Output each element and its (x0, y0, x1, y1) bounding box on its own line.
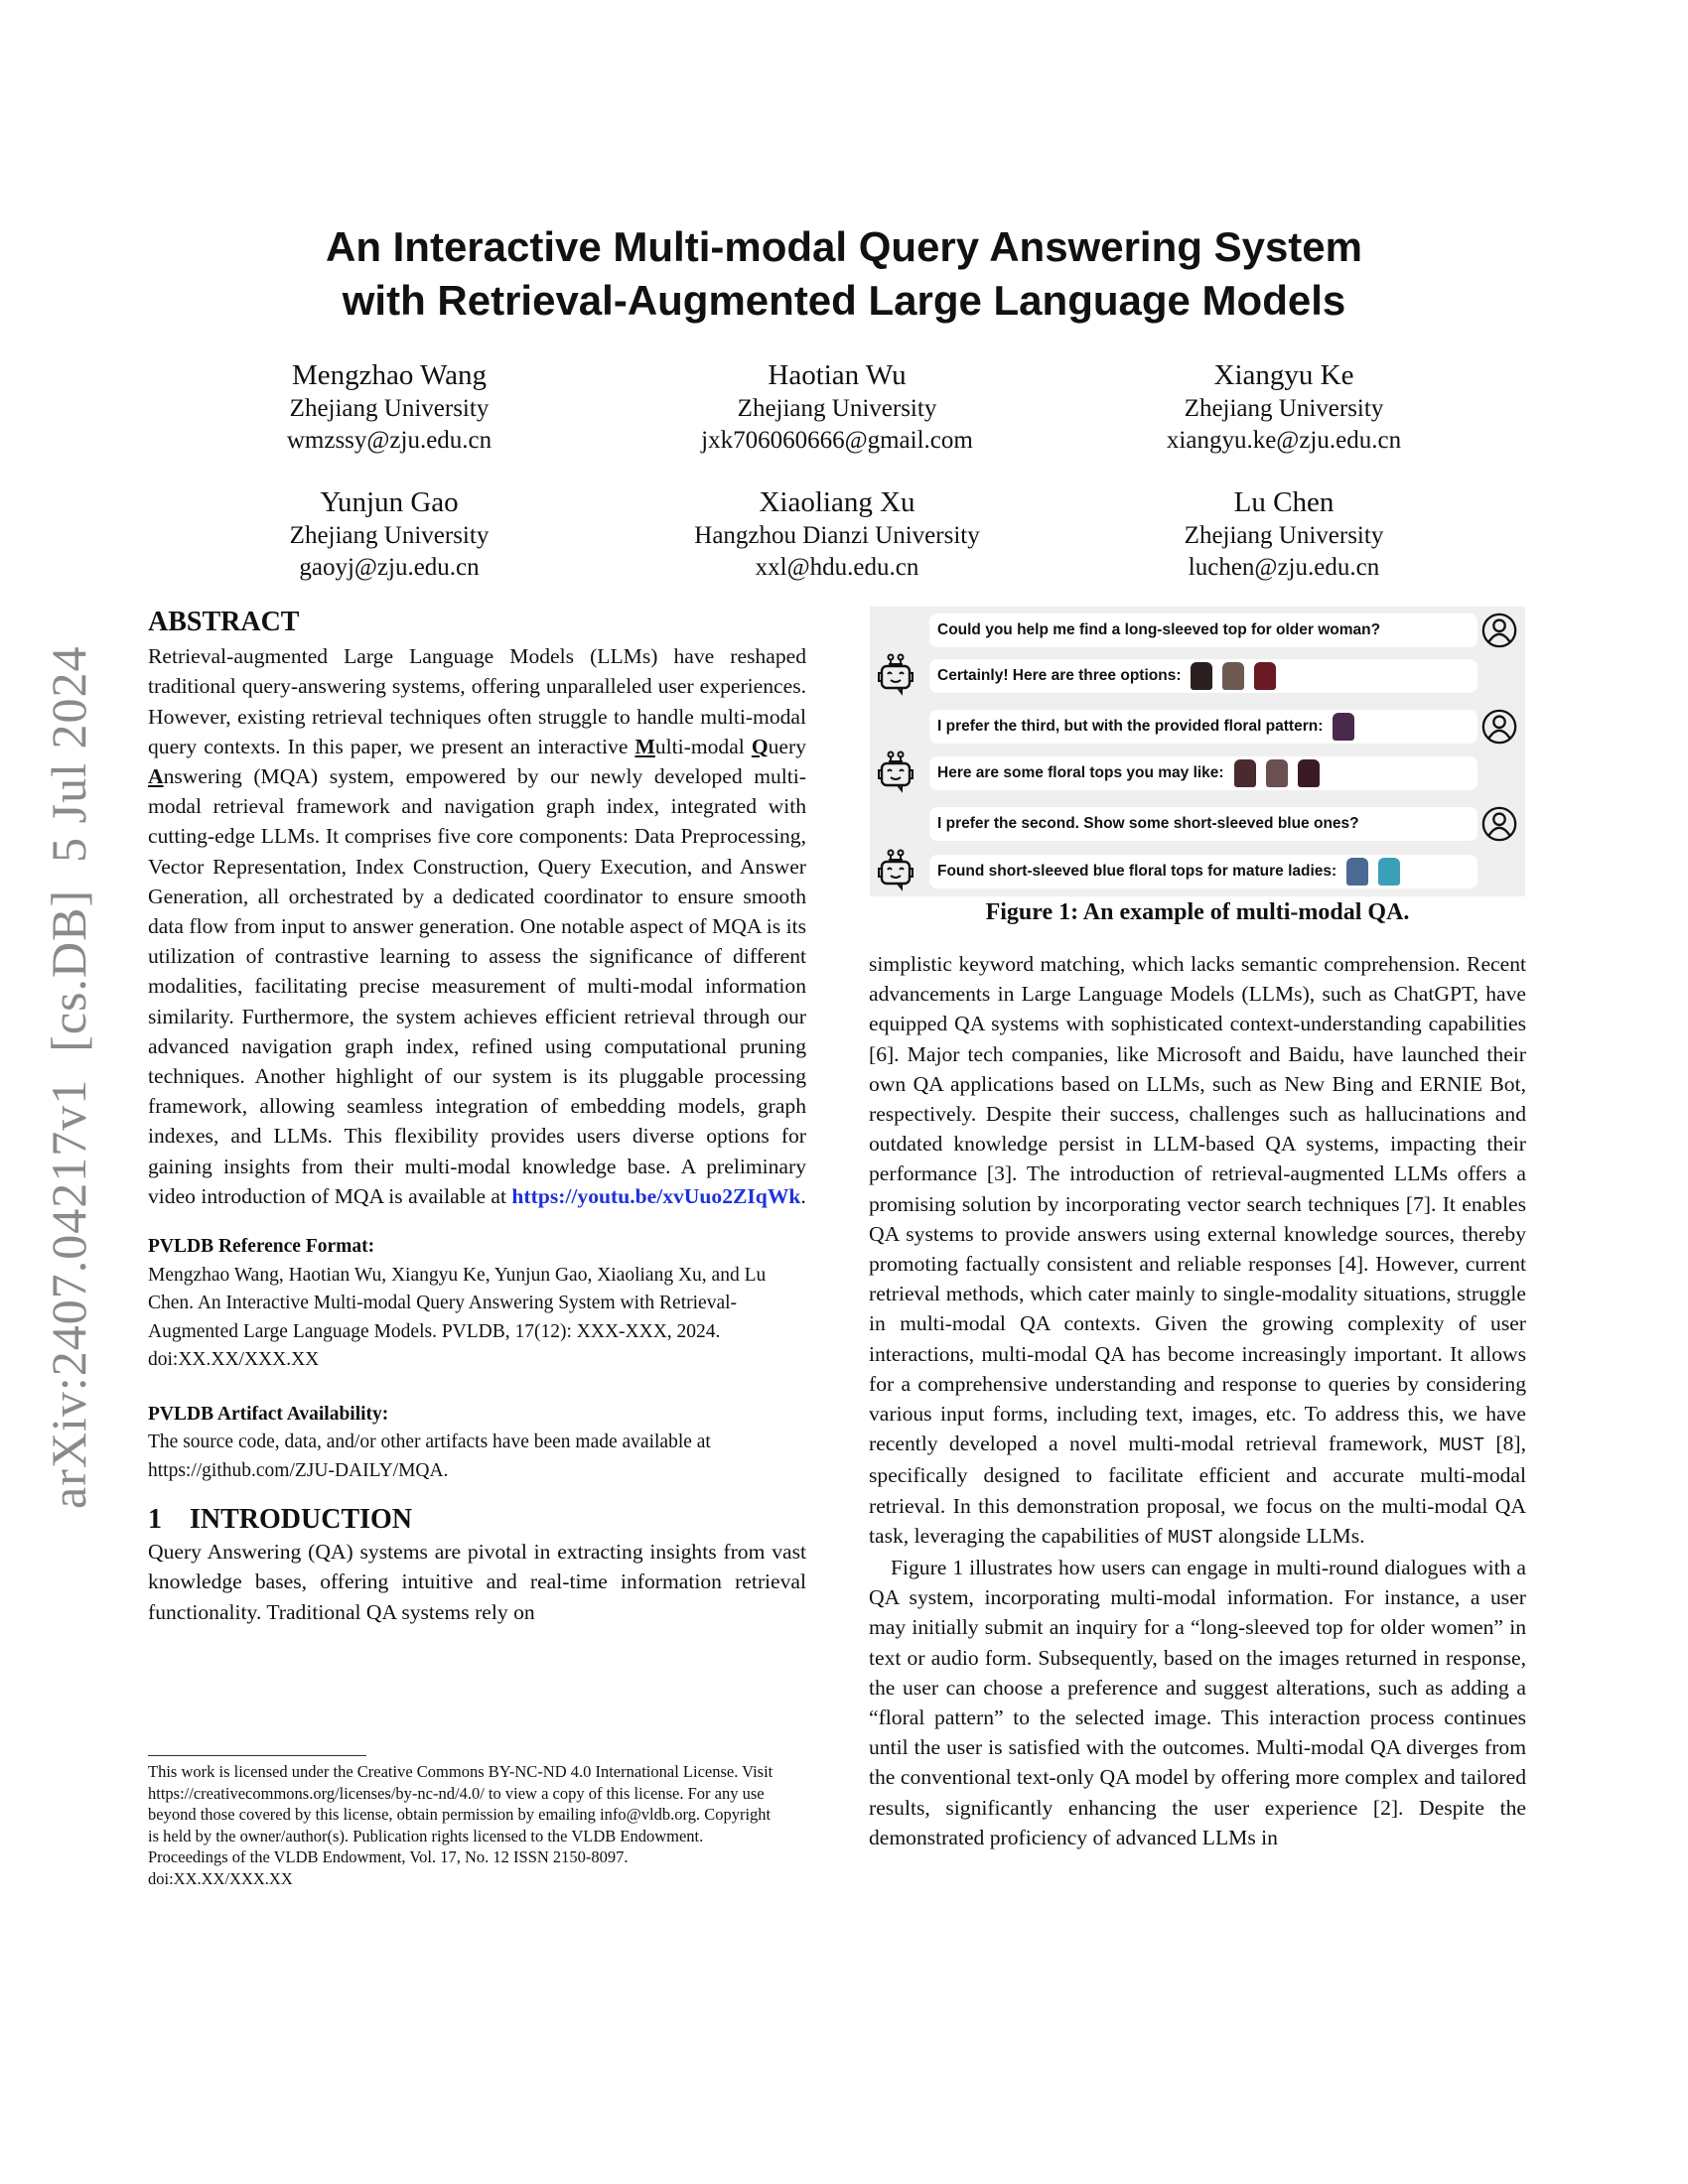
reference-format-heading: PVLDB Reference Format: (148, 1236, 375, 1258)
artifact-heading: PVLDB Artifact Availability: (148, 1403, 389, 1425)
abstract-segment: ulti-modal (654, 734, 752, 758)
author-affiliation: Hangzhou Dianzi University (694, 522, 980, 549)
abstract-segment: Retrieval-augmented Large Language Models (LLMs) have reshaped traditional query-answering systems, offering unparalleled user experiences. However, existing retrieval techniques often struggle to handle multi-modal query contexts. In this paper, we present an interactive (148, 644, 806, 758)
author (166, 357, 613, 457)
text-segment: alongside LLMs. (1212, 1523, 1365, 1548)
footnote-rule (148, 1755, 366, 1756)
abstract-m: M (634, 734, 655, 758)
must-term: MUST (1439, 1434, 1485, 1457)
author-affiliation: Zhejiang University (289, 395, 490, 422)
author-email: xxl@hdu.edu.cn (755, 554, 919, 581)
figure-1 (870, 607, 1525, 896)
robot-icon (876, 653, 915, 697)
abstract-end: . (800, 1183, 806, 1208)
text-segment: simplistic keyword matching, which lacks semantic comprehension. Recent advancements in Large Language Models (LLMs), such as ChatGPT, have equipped QA systems with sophisticated context-understanding capabilities [6]. Major tech companies, like Microsoft and Baidu, have launched their own QA applications based on LLMs, such as New Bing and ERNIE Bot, respectively. Despite their success, challenges such as hallucinations and outdated knowledge persist in LLM-based QA systems, impacting their performance [3]. The introduction of retrieval-augmented LLMs offers a promising solution by incorporating vector search techniques [7]. It enables QA systems to provide answers using external knowledge sources, thereby promoting factually consistent and reliable responses [4]. However, current retrieval methods, which cater mainly to single-modality situations, struggle in multi-modal QA contexts. Given the growing complexity of user interactions, multi-modal QA has become increasingly important. It allows for a comprehensive understanding and response to queries by considering various input forms, including text, images, etc. To address this, we have recently developed a novel multi-modal retrieval framework, (869, 952, 1526, 1456)
message-text: Found short-sleeved blue floral tops for mature ladies: (937, 863, 1337, 880)
must-term: MUST (1168, 1526, 1213, 1549)
author-email: xiangyu.ke@zju.edu.cn (1166, 427, 1402, 454)
author (1060, 484, 1507, 584)
author-email: luchen@zju.edu.cn (1188, 554, 1380, 581)
abstract-text (148, 641, 806, 1211)
user-message (929, 710, 1477, 744)
video-link[interactable]: https://youtu.be/xvUuo2ZIqWk (511, 1183, 801, 1208)
robot-icon (876, 751, 915, 794)
footnote (148, 1761, 783, 1889)
user-avatar-icon (1480, 612, 1518, 649)
user-message (929, 614, 1477, 647)
author-email: wmzssy@zju.edu.cn (286, 427, 492, 454)
author (1060, 357, 1507, 457)
author (614, 484, 1060, 584)
message-text: I prefer the third, but with the provided floral pattern: (937, 718, 1324, 735)
clothing-image (1346, 858, 1368, 886)
abstract-segment: uery (768, 734, 806, 758)
license-note: This work is licensed under the Creative Commons BY-NC-ND 4.0 International License. Visit https://creativecommons.org/licenses/by-nc-nd/4.0/ to view a copy of this license. For any use beyond those covered by this license, obtain permission by emailing info@vldb.org. Copyright is held by the owner/author(s). Publication rights licensed to the VLDB Endowment. (148, 1762, 774, 1845)
arxiv-stamp: arXiv:2407.04217v1 [cs.DB] 5 Jul 2024 (41, 645, 96, 1509)
author-email: jxk706060666@gmail.com (701, 427, 973, 454)
reference-format (148, 1233, 806, 1375)
abstract-q: Q (751, 734, 769, 758)
author-affiliation: Zhejiang University (737, 395, 937, 422)
clothing-image (1298, 759, 1320, 787)
author-name: Mengzhao Wang (291, 359, 488, 391)
message-text: I prefer the second. Show some short-sleeved blue ones? (937, 815, 1359, 832)
clothing-image (1266, 759, 1288, 787)
author-email: gaoyj@zju.edu.cn (299, 554, 480, 581)
footnote-doi: doi:XX.XX/XXX.XX (148, 1868, 293, 1888)
author-name: Yunjun Gao (320, 486, 459, 518)
clothing-image (1234, 759, 1256, 787)
proceedings-note: Proceedings of the VLDB Endowment, Vol. 17, No. 12 ISSN 2150-8097. (148, 1847, 629, 1866)
artifact-text: The source code, data, and/or other artifacts have been made available at https://github.com/ZJU-DAILY/MQA. (148, 1432, 711, 1481)
user-message (929, 807, 1477, 841)
text-segment: [8], specifically designed to facilitate efficient and accurate multi-modal retrieval. In this demonstration proposal, we focus on the multi-modal QA task, leveraging the capabilities of (869, 1432, 1526, 1548)
clothing-image (1191, 662, 1212, 690)
author-name: Xiangyu Ke (1213, 359, 1354, 391)
user-avatar-icon (1480, 708, 1518, 746)
reference-doi: doi:XX.XX/XXX.XX (148, 1349, 320, 1371)
bot-message (929, 756, 1477, 790)
message-text: Could you help me find a long-sleeved top for older woman? (937, 621, 1381, 638)
abstract-a: A (148, 764, 164, 789)
author-name: Lu Chen (1233, 486, 1335, 518)
artifact-availability (148, 1401, 806, 1486)
author (614, 357, 1060, 457)
reference-format-text: Mengzhao Wang, Haotian Wu, Xiangyu Ke, Yunjun Gao, Xiaoliang Xu, and Lu Chen. An Interactive Multi-modal Query Answering System with Retrieval-Augmented Large Language Models. PVLDB, 17(12): XXX-XXX, 2024. (148, 1264, 767, 1342)
title-line-1: An Interactive Multi-modal Query Answering System (325, 223, 1362, 270)
abstract-heading: ABSTRACT (148, 607, 300, 637)
user-avatar-icon (1480, 805, 1518, 843)
message-text: Certainly! Here are three options: (937, 667, 1182, 684)
figure-caption: Figure 1: An example of multi-modal QA. (985, 899, 1410, 925)
right-paragraph-1 (869, 949, 1526, 1553)
intro-paragraph: Query Answering (QA) systems are pivotal in extracting insights from vast knowledge bases, offering intuitive and real-time information retrieval functionality. Traditional QA systems rely on (148, 1540, 806, 1624)
message-text: Here are some floral tops you may like: (937, 764, 1224, 781)
right-paragraph-2: Figure 1 illustrates how users can engage in multi-round dialogues with a QA system, incorporating multi-modal information. For instance, a user may initially submit an inquiry for a “long-sleeved top for older women” in text or audio form. Subsequently, based on the images returned in response, the user can choose a preference and suggest alterations, such as adding a “floral pattern” to the selected image. This interaction process continues until the user is satisfied with the outcomes. Multi-modal QA diverges from the conventional text-only QA model by offering more complex and tailored results, significantly enhancing the user experience [2]. Despite the demonstrated proficiency of advanced LLMs in (869, 1556, 1526, 1849)
paper-title (149, 220, 1539, 328)
bot-message (929, 855, 1477, 888)
abstract-segment: nswering (MQA) system, empowered by our newly developed multi-modal retrieval framework and navigation graph index, integrated with cutting-edge LLMs. It comprises five core components: Data Preprocessing, Vector Representation, Index Construction, Query Execution, and Answer Generation, all orchestrated by a dedicated coordinator to ensure smooth data flow from input to answer generation. One notable aspect of MQA is its utilization of contrastive learning to assess the significance of different modalities, facilitating precise measurement of multi-modal information similarity. Furthermore, the system achieves efficient retrieval through our advanced navigation graph index, refined using computational pruning techniques. Another highlight of our system is its pluggable processing framework, allowing seamless integration of embedding models, graph indexes, and LLMs. This flexibility provides users diverse options for gaining insights from their multi-modal knowledge base. A preliminary video introduction of MQA is available at (148, 764, 806, 1208)
author-name: Xiaoliang Xu (759, 486, 915, 518)
bot-message (929, 659, 1477, 693)
author-affiliation: Zhejiang University (1184, 522, 1384, 549)
intro-heading: 1 INTRODUCTION (148, 1504, 413, 1536)
left-column (148, 608, 806, 1627)
robot-icon (876, 849, 915, 892)
clothing-image (1333, 713, 1354, 741)
clothing-image (1254, 662, 1276, 690)
author-name: Haotian Wu (768, 359, 907, 391)
title-line-2: with Retrieval-Augmented Large Language Models (342, 277, 1346, 324)
clothing-image (1378, 858, 1400, 886)
author-affiliation: Zhejiang University (1184, 395, 1384, 422)
author-affiliation: Zhejiang University (289, 522, 490, 549)
author (166, 484, 613, 584)
right-column (869, 949, 1526, 1852)
clothing-image (1222, 662, 1244, 690)
